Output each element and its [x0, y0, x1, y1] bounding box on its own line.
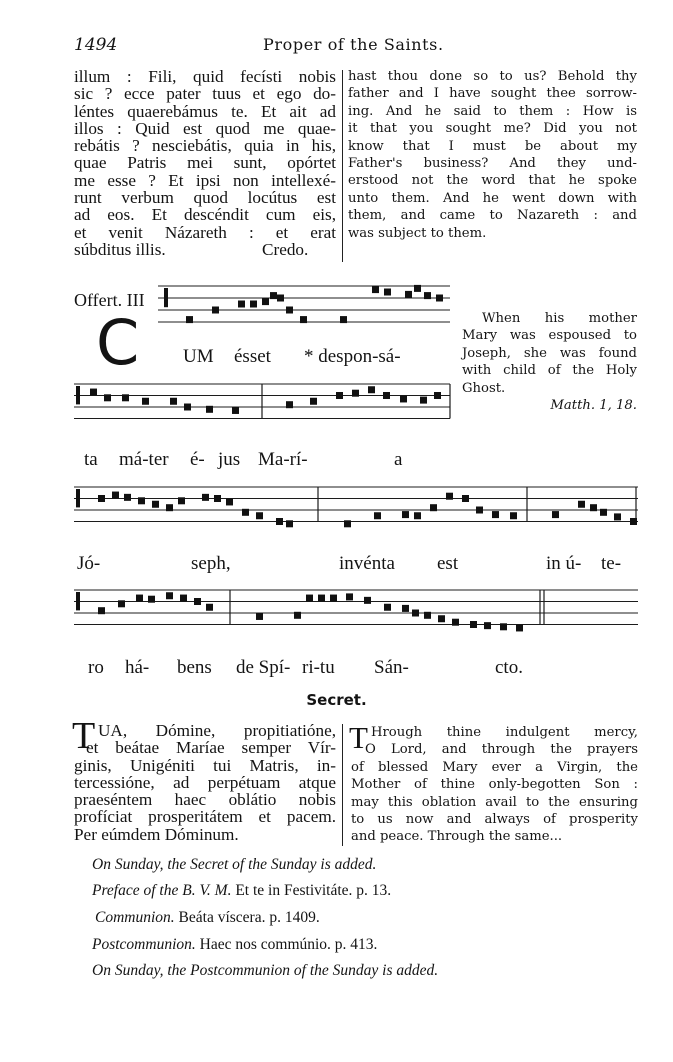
neume-note: [178, 497, 185, 504]
page-number: 1494: [74, 35, 118, 55]
english-line: may this oblation avail to the ensuring: [351, 794, 638, 810]
neume-note: [364, 597, 371, 604]
neume-note: [578, 501, 585, 508]
latin-line: et venit Názareth : et erat: [74, 222, 336, 242]
rubric-italic: Postcommunion.: [92, 936, 196, 953]
neume-note: [226, 498, 233, 505]
neume-note: [152, 501, 159, 508]
neume-note: [402, 511, 409, 518]
lyric-syllable: invénta: [339, 553, 395, 574]
neume-note: [436, 295, 443, 302]
neume-note: [484, 622, 491, 629]
neume-note: [434, 392, 441, 399]
neume-note: [286, 520, 293, 527]
english-line: erstood not the word that he spoke: [348, 173, 637, 189]
neume-note: [438, 615, 445, 622]
neume-note: [590, 504, 597, 511]
clef-mark: [164, 288, 168, 307]
lyric-syllable: te-: [601, 553, 622, 574]
lyric-syllable: ro: [88, 657, 104, 678]
neume-note: [368, 386, 375, 393]
neume-note: [112, 492, 119, 499]
neume-note: [462, 495, 469, 502]
neume-note: [270, 292, 277, 299]
neume-note: [600, 509, 607, 516]
english-line: Father's business? And they und-: [348, 156, 637, 172]
neume-note: [306, 595, 313, 602]
neume-note: [424, 292, 431, 299]
latin-line: praeséntem haec oblátio nobis: [74, 790, 336, 810]
neume-note: [136, 595, 143, 602]
neume-note: [412, 610, 419, 617]
rubric-line: [92, 856, 376, 874]
lyric-syllable: Sán-: [374, 657, 409, 678]
translation-line: When his mother: [482, 311, 637, 326]
rubric-line: [92, 936, 377, 954]
neume-note: [256, 613, 263, 620]
latin-line: et beátae Maríae semper Vír-: [86, 738, 336, 758]
secret-english: [349, 720, 638, 846]
neume-note: [452, 619, 459, 626]
english-line: father and I have sought thee sorrow-: [348, 86, 637, 102]
column-divider: [342, 724, 343, 846]
neume-note: [122, 394, 129, 401]
english-line: to us now and always of prosperity: [351, 812, 638, 828]
neume-note: [374, 512, 381, 519]
neume-note: [470, 621, 477, 628]
lyric-syllable: ri-tu: [302, 657, 335, 678]
lyric-syllable: Jó-: [77, 553, 101, 574]
neume-note: [256, 512, 263, 519]
english-line: it that you sought me? Did you not: [348, 121, 637, 137]
rubric-line: [95, 909, 320, 927]
lyric-syllable: jus: [218, 449, 241, 470]
latin-line: runt verbum quod locútus est: [74, 188, 336, 208]
rubric-roman: Beáta víscera. p. 1409.: [174, 909, 320, 926]
latin-line: me esse ? Et ipsi non intellexé-: [74, 170, 336, 190]
offertory-translation: [462, 310, 637, 414]
rubric-italic: On Sunday, the Secret of the Sunday is added.: [92, 856, 377, 873]
english-line: and peace. Through the same...: [351, 829, 563, 845]
lyric-syllable: ta: [84, 449, 98, 470]
lyric-syllable: é-: [190, 449, 205, 470]
offertory-initial: C: [96, 306, 140, 379]
neume-note: [372, 286, 379, 293]
neume-note: [446, 493, 453, 500]
english-line: of blessed Mary ever a Virgin, the: [351, 759, 638, 775]
neume-note: [400, 395, 407, 402]
neume-note: [250, 301, 257, 308]
neume-note: [104, 394, 111, 401]
neume-note: [384, 289, 391, 296]
lyric-syllable: UM: [183, 346, 214, 367]
rubric-italic: Communion.: [95, 909, 175, 926]
english-line: ing. And he said to them : How is: [348, 103, 637, 119]
neume-note: [202, 494, 209, 501]
latin-line: ad eos. Et descéndit cum eis,: [74, 205, 336, 225]
rubric-roman: Haec nos commúnio. p. 413.: [195, 936, 378, 953]
clef-mark: [76, 489, 80, 507]
secret-latin-initial: T: [72, 715, 96, 757]
neume-note: [414, 512, 421, 519]
neume-note: [330, 595, 337, 602]
neume-note: [614, 513, 621, 520]
neume-note: [166, 592, 173, 599]
translation-line: Mary was espoused to: [462, 328, 637, 344]
secret-heading: Secret.: [306, 691, 367, 709]
english-line: Mother of thine only-begotten Son :: [351, 777, 638, 793]
neume-note: [510, 512, 517, 519]
neume-note: [124, 494, 131, 501]
lyric-syllable: bens: [177, 657, 212, 678]
neume-note: [238, 301, 245, 308]
neume-note: [286, 307, 293, 314]
neume-note: [420, 397, 427, 404]
secret-english-initial: T: [349, 720, 368, 755]
latin-line: tercessióne, ad perpétuam atque: [74, 772, 336, 792]
neume-note: [294, 612, 301, 619]
lyric-syllable: há-: [125, 657, 150, 678]
secret-latin: [74, 722, 336, 843]
latin-line: illos : Quid est quod me quae-: [74, 118, 336, 138]
neume-note: [277, 295, 284, 302]
neume-note: [98, 607, 105, 614]
clef-mark: [76, 386, 80, 404]
translation-line: Ghost.: [462, 380, 506, 396]
neume-note: [430, 504, 437, 511]
neume-note: [118, 600, 125, 607]
lyric-syllable: est: [437, 553, 459, 574]
neume-note: [98, 495, 105, 502]
neume-note: [148, 596, 155, 603]
running-title: Proper of the Saints.: [263, 35, 444, 54]
neume-note: [318, 595, 325, 602]
latin-line: Per eúmdem Dóminum.: [74, 824, 239, 844]
latin-line: quae Patris mei sunt, opórtet: [74, 153, 336, 173]
neume-note: [492, 511, 499, 518]
neume-note: [194, 598, 201, 605]
neume-note: [336, 392, 343, 399]
offertory-label: Offert. III: [74, 290, 145, 310]
english-line: them, and came to Nazareth : and: [348, 208, 637, 224]
lyric-syllable: cto.: [495, 657, 523, 678]
neume-note: [630, 518, 637, 525]
neume-note: [516, 624, 523, 631]
neume-note: [138, 497, 145, 504]
rubric-line: [92, 962, 438, 980]
english-line: know that I must be about my: [348, 138, 637, 154]
neume-note: [276, 518, 283, 525]
neume-note: [402, 605, 409, 612]
latin-line: illum : Fili, quid fecísti nobis: [74, 67, 336, 86]
neume-note: [232, 407, 239, 414]
lyric-syllable: ésset: [234, 346, 271, 367]
neume-note: [352, 390, 359, 397]
latin-line: profíciat prosperitátem et pacem.: [74, 807, 336, 827]
translation-line: Joseph, she was found: [462, 345, 637, 361]
lyric-syllable: in ú-: [546, 553, 582, 574]
neume-note: [405, 291, 412, 298]
neume-note: [180, 595, 187, 602]
neume-note: [424, 612, 431, 619]
neume-note: [206, 406, 213, 413]
neume-note: [286, 401, 293, 408]
neume-note: [214, 495, 221, 502]
latin-line: rebátis ? nesciebátis, quia in his,: [74, 136, 336, 156]
english-line: Hrough thine indulgent mercy,: [371, 725, 638, 740]
neume-note: [414, 285, 421, 292]
lyric-syllable: Ma-rí-: [258, 449, 308, 470]
rubric-italic: Preface of the B. V. M.: [92, 882, 232, 899]
english-line: hast thou done so to us? Behold thy: [348, 69, 637, 84]
latin-line: sic ? ecce pater tuus et ego do-: [74, 84, 336, 104]
clef-mark: [76, 592, 80, 610]
neume-note: [310, 398, 317, 405]
latin-line: ginis, Unigéniti tui Matris, in-: [74, 755, 336, 775]
neume-note: [552, 511, 559, 518]
neume-note: [166, 504, 173, 511]
neume-note: [346, 593, 353, 600]
translation-line: with child of the Holy: [462, 363, 637, 379]
neume-note: [186, 316, 193, 323]
neume-note: [344, 520, 351, 527]
neume-note: [300, 316, 307, 323]
neume-note: [340, 316, 347, 323]
rubric-italic: On Sunday, the Postcommunion of the Sunday is added.: [92, 962, 439, 979]
neume-note: [212, 307, 219, 314]
lyric-syllable: seph,: [191, 553, 231, 574]
latin-line: súbditus illis.: [74, 239, 166, 259]
neume-note: [142, 398, 149, 405]
neume-note: [500, 623, 507, 630]
neume-note: [262, 298, 269, 305]
scripture-reference: Matth. 1, 18.: [550, 398, 637, 414]
neume-note: [384, 604, 391, 611]
lyric-syllable: de Spí-: [236, 657, 291, 678]
english-line: was subject to them.: [348, 225, 487, 241]
lyric-syllable: má-ter: [119, 449, 169, 470]
latin-line: UA, Dómine, propitiatióne,: [98, 721, 336, 740]
lyric-syllable: * despon-sá-: [304, 346, 401, 367]
lyric-syllable: a: [394, 449, 403, 470]
neume-note: [90, 389, 97, 396]
neume-note: [170, 398, 177, 405]
neume-note: [383, 392, 390, 399]
credo-rubric: Credo.: [262, 239, 309, 259]
rubric-roman: Et te in Festivitáte. p. 13.: [231, 882, 392, 899]
english-line: unto them. And he went down with: [348, 190, 637, 206]
neume-note: [476, 507, 483, 514]
neume-note: [184, 404, 191, 411]
english-line: O Lord, and through the prayers: [365, 742, 638, 758]
neume-note: [242, 509, 249, 516]
rubric-line: [92, 882, 391, 900]
neume-note: [206, 604, 213, 611]
latin-line: léntes quaerebámus te. Et ait ad: [74, 101, 336, 121]
